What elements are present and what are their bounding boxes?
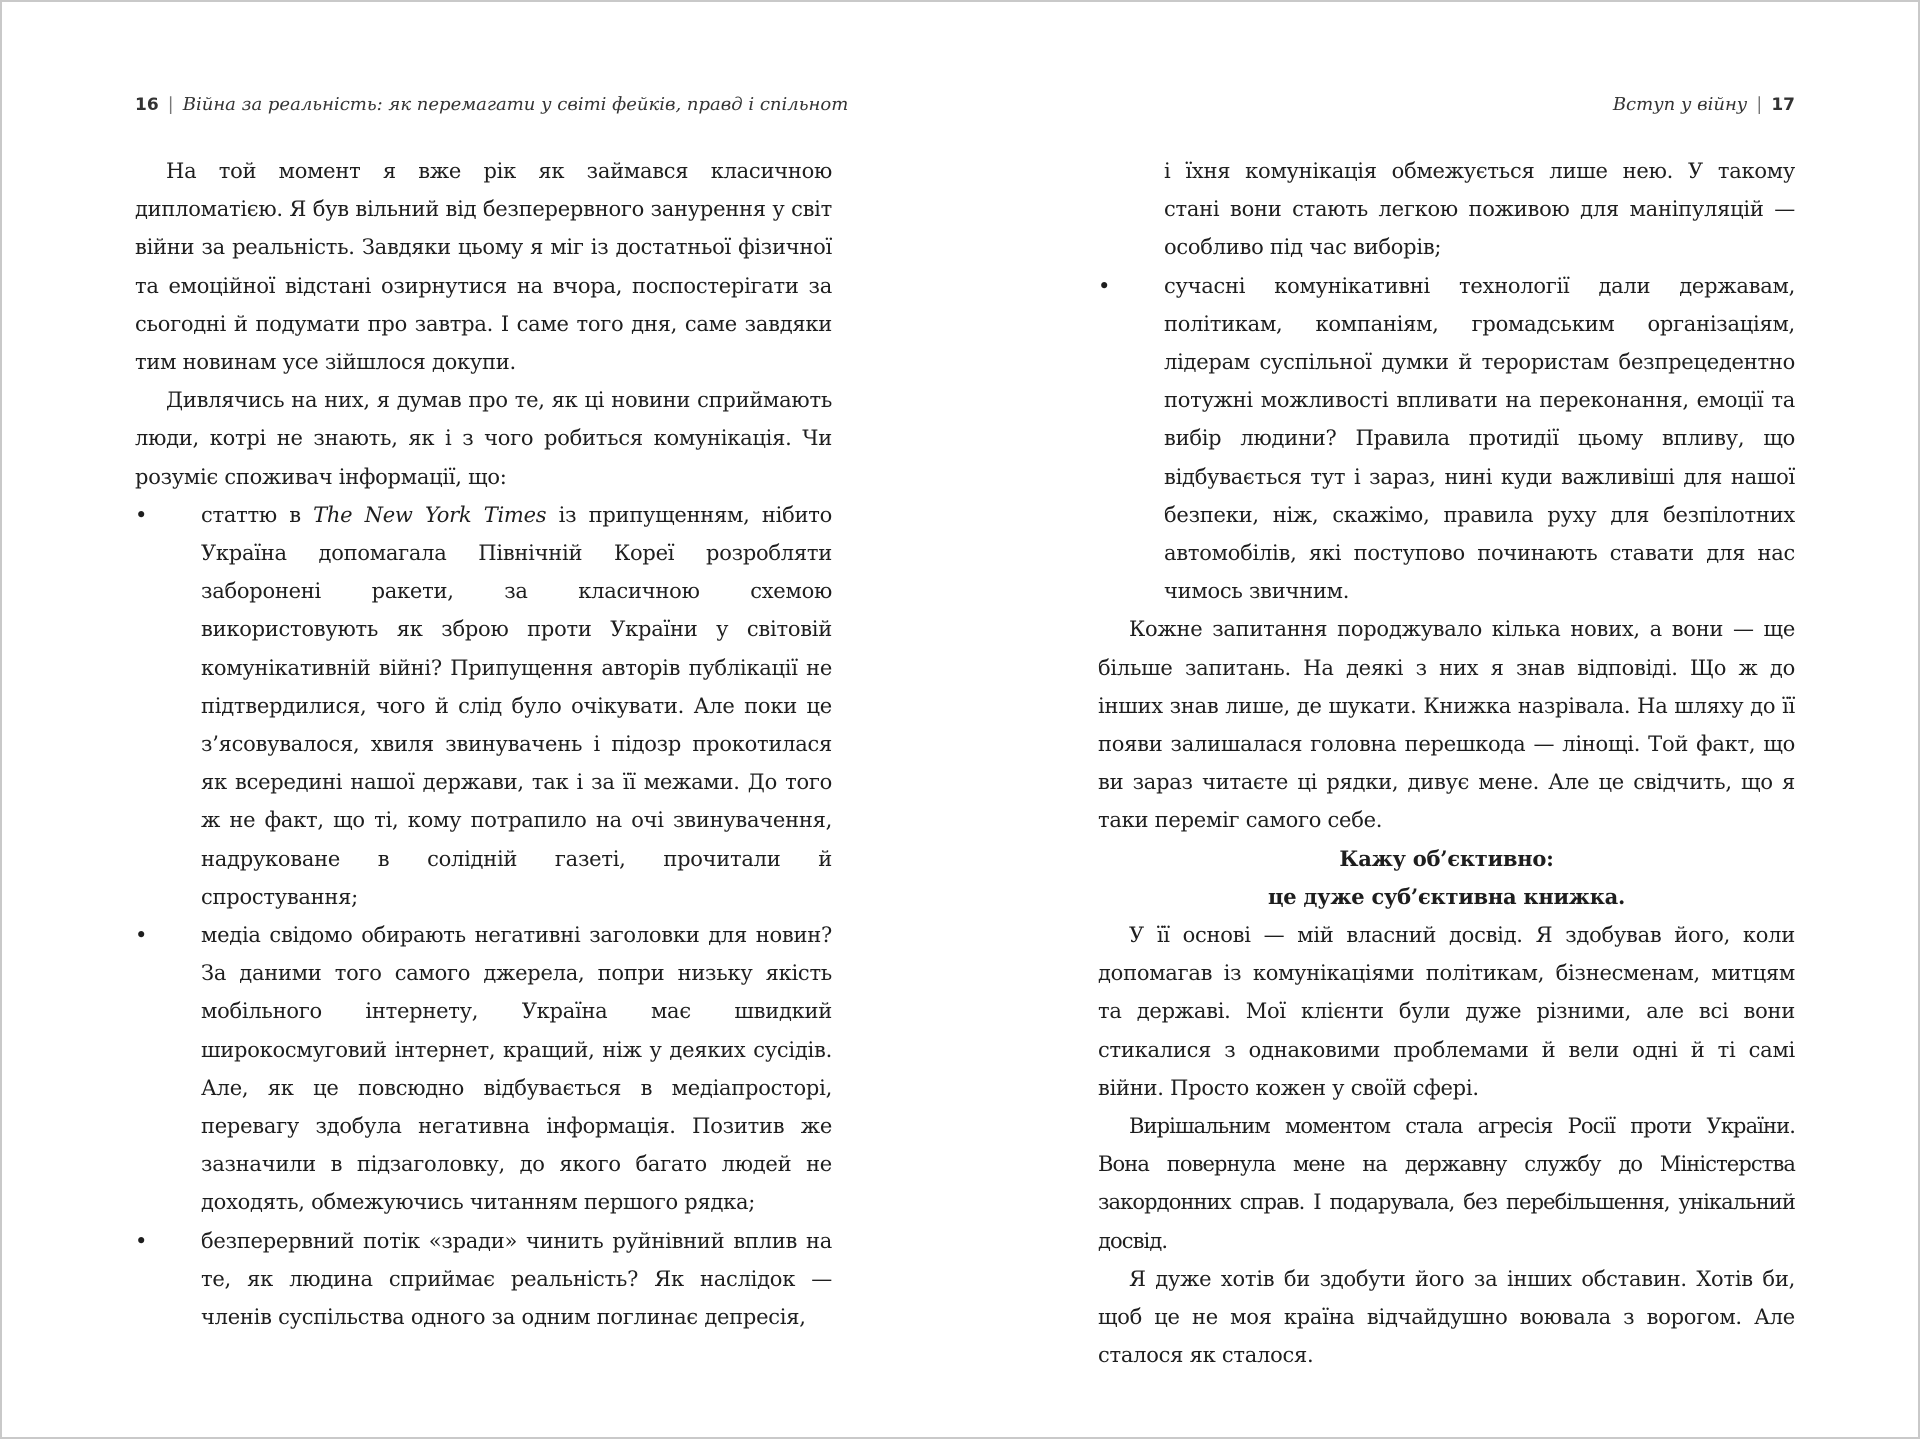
list-item-text: безперервний потік «зради» чинить руйнівний вплив на те, як людина сприймає реальність? Як наслідок — членів суспільства одного за одним поглинає депресія, — [201, 1228, 832, 1330]
right-page — [1098, 2, 1795, 1437]
list-item-continuation — [1098, 152, 1795, 267]
paragraph: Вирішальним моментом стала агресія Росії проти України. Вона повернула мене на державну службу до Міністерства закордонних справ. І подарувала, без перебільшення, унікальний досвід. — [1098, 1114, 1795, 1253]
chapter-title: Вступ у війну — [1612, 94, 1748, 115]
left-page-number: 16 — [135, 95, 159, 115]
list-item-text-start: статтю в — [201, 502, 314, 527]
bullet-icon: • — [135, 1228, 148, 1253]
list-item-text: і їхня комунікація обмежується лише нею. У такому стані вони стають легкою поживою для маніпуляцій — особливо під час виборів; — [1164, 159, 1795, 260]
paragraph: У її основі — мій власний досвід. Я здобував його, коли допомагав із комунікаціями політикам, бізнесменам, митцям та державі. Мої клієнти були дуже різними, але всі вони стикалися з однаковими проблемами й вели одні й ті самі війни. Просто кожен у своїй сфері. — [1098, 923, 1795, 1100]
right-page-number: 17 — [1771, 95, 1795, 115]
bullet-icon: • — [135, 502, 148, 527]
paragraph: Я дуже хотів би здобути його за інших обставин. Хотів би, щоб це не моя країна відчайдушно воювала з ворогом. Але сталося як сталося. — [1098, 1266, 1795, 1368]
paragraph: Кожне запитання породжувало кілька нових, а вони — ще більше запитань. На деякі з них я знав відповіді. Що ж до інших знав лише, де шукати. Книжка назрівала. На шляху до її появи залишалася головна перешкода — лінощі. Той факт, що ви зараз читаєте ці рядки, дивує мене. Але це свідчить, що я таки переміг самого себе. — [1098, 617, 1795, 833]
list-item — [135, 496, 832, 916]
book-title: Війна за реальність: як перемагати у світі фейків, правд і спільнот — [182, 94, 849, 115]
header-separator: | — [167, 94, 174, 115]
header-separator: | — [1756, 94, 1763, 115]
left-body-text — [135, 152, 832, 1336]
list-item-text: медіа свідомо обирають негативні заголовки для новин? За даними того самого джерела, попри низьку якість мобільного інтернету, Україна має швидкий широкосмуговий інтернет, кращий, ніж у деяких сусідів. Але, як це повсюдно відбувається в медіапросторі, перевагу здобула негативна інформація. Позитив же зазначили в підзаголовку, до якого багато людей не доходять, обмежуючись читанням першого рядка; — [201, 923, 832, 1215]
bullet-list — [1098, 152, 1795, 610]
left-page — [135, 2, 849, 1437]
list-item-text-end: із припущенням, нібито Україна допомагала Північній Кореї розробляти заборонені ракети, за класичною схемою використовують як зброю проти України у світовій комунікативній війні? Припущення авторів публікації не підтвердилися, чого й слід було очікувати. Але поки це з’ясовувалося, хвиля звинувачень і підозр прокотилася як всередині нашої держави, так і за її межами. До того ж не факт, що ті, кому потрапило на очі звинувачення, надруковане в солідній газеті, прочитали й спростування; — [201, 502, 832, 909]
right-running-header — [1098, 90, 1795, 120]
newspaper-title: The New York Times — [313, 502, 547, 527]
list-item — [135, 1222, 832, 1337]
paragraph: Дивлячись на них, я думав про те, як ці новини сприймають люди, котрі не знають, як і з чого робиться комунікація. Чи розуміє споживач інформації, що: — [135, 388, 832, 489]
left-running-header — [135, 90, 849, 120]
bullet-list — [135, 496, 832, 1336]
emphasis-line: це дуже суб’єктивна книжка. — [1267, 883, 1626, 909]
list-item — [135, 916, 832, 1222]
bullet-icon: • — [135, 923, 148, 948]
paragraph: На той момент я вже рік як займався класичною дипломатією. Я був вільний від безперервного занурення у світ війни за реальність. Завдяки цьому я міг із достатньої фізичної та емоційної відстані озирнутися на вчора, поспостерігати за сьогодні й подумати про завтра. І саме того дня, саме завдяки тим новинам усе зійшлося докупи. — [135, 159, 832, 375]
list-item-text: сучасні комунікативні технології дали державам, політикам, компаніям, громадським організаціям, лідерам суспільної думки й терористам безпрецедентно потужні можливості впливати на переконання, емоції та вибір людини? Правила протидії цьому впливу, що відбувається тут і зараз, нині куди важливіші для нашої безпеки, ніж, скажімо, правила руху для безпілотних автомобілів, які поступово починають ставати для нас чимось звичним. — [1164, 273, 1795, 604]
bullet-icon: • — [1098, 273, 1111, 298]
list-item — [1098, 267, 1795, 611]
right-body-text — [1098, 152, 1795, 1375]
emphasis-line: Кажу об’єктивно: — [1339, 845, 1554, 871]
